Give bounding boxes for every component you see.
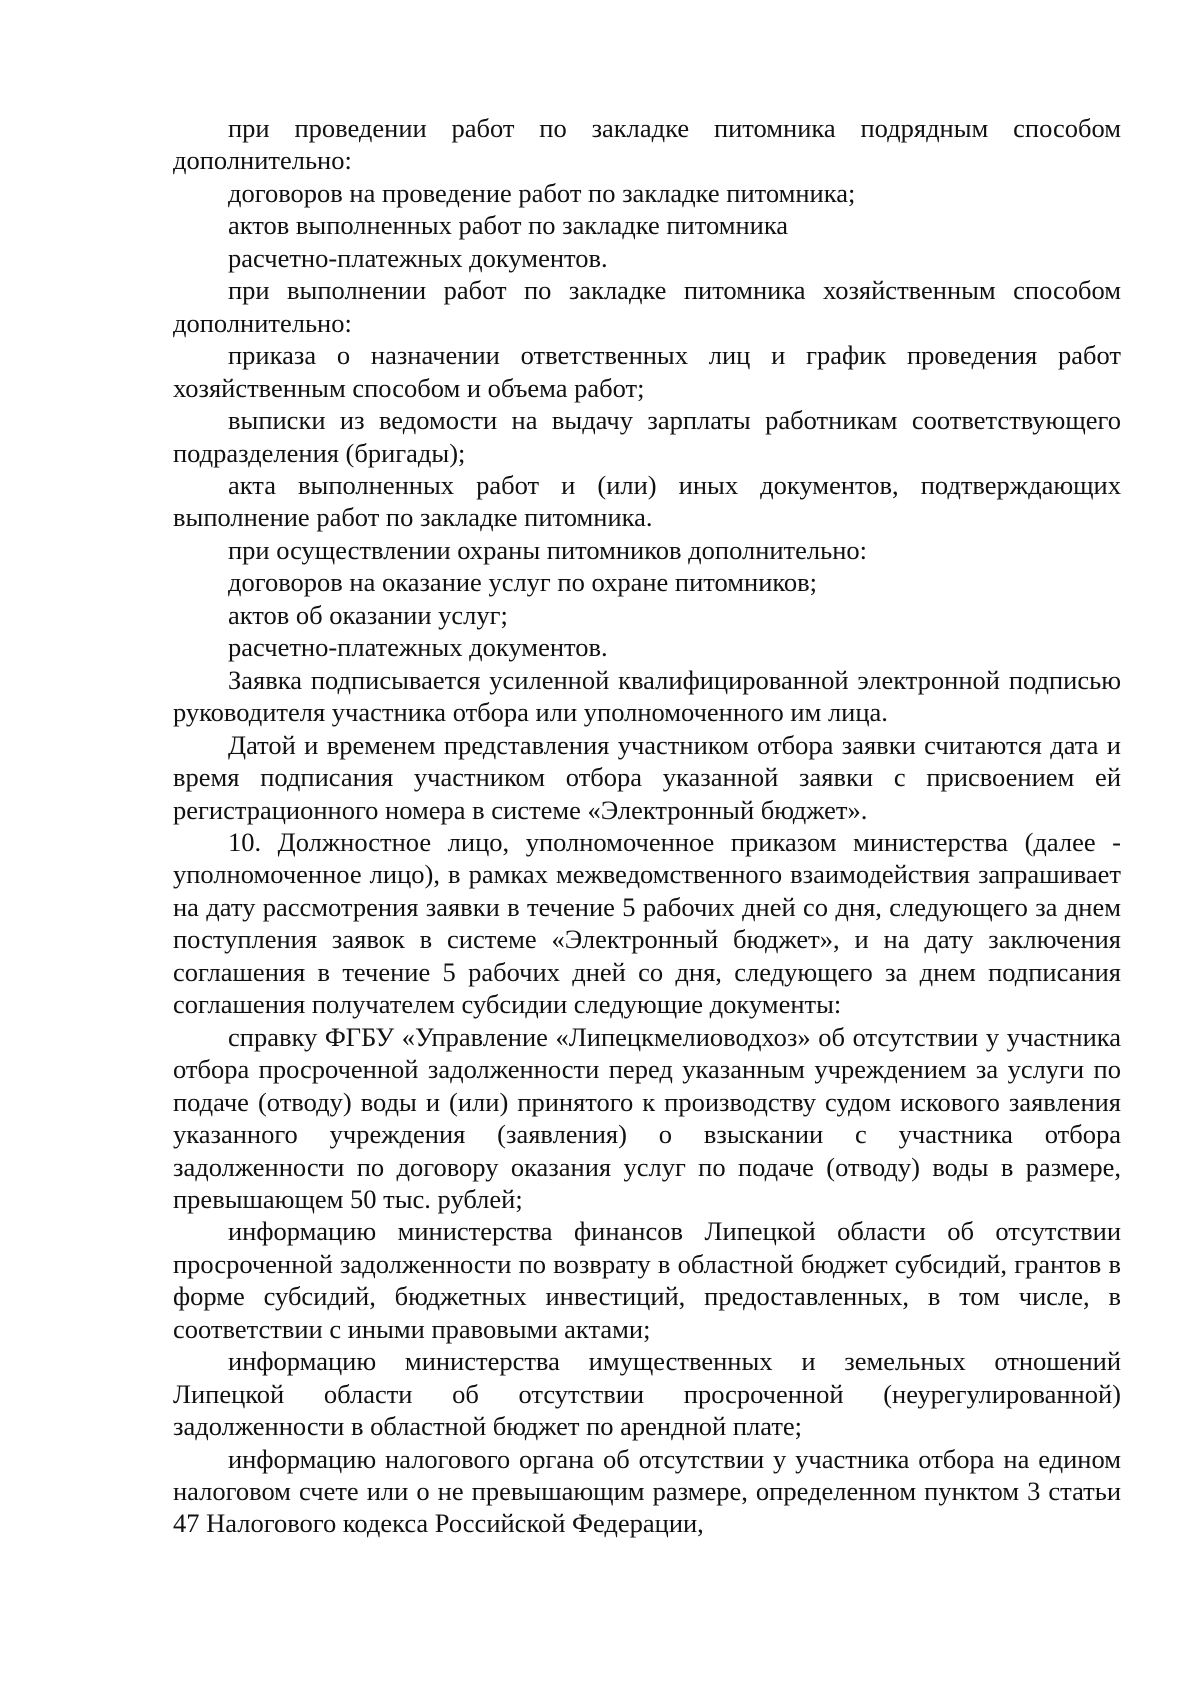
paragraph-payroll-extract: выписки из ведомости на выдачу зарплаты работникам соответствующего подразделения (бригады); <box>173 405 1121 468</box>
paragraph-item-10: 10. Должностное лицо, уполномоченное приказом министерства (далее - уполномоченное лицо), в рамках межведомственного взаимодействия запрашивает на дату рассмотрения заявки в течение 5 рабочих дней со дня, следующего за днем поступления заявок в системе «Электронный бюджет», и на дату заключения соглашения в течение 5 рабочих дней со дня, следующего за днем подписания соглашения получателем субсидии следующие документы: <box>173 826 1121 1020</box>
paragraph-payment-docs-2: расчетно-платежных документов. <box>228 632 608 663</box>
paragraph-submission-date: Датой и временем представления участником отбора заявки считаются дата и время подписания участником отбора указанной заявки с присвоением ей регистрационного номера в системе «Электронный бюджет». <box>173 729 1121 825</box>
paragraph-guarding-contracts: договоров на оказание услуг по охране питомников; <box>228 567 818 598</box>
paragraph-economic-method-intro: при выполнении работ по закладке питомника хозяйственным способом дополнительно: <box>173 275 1121 338</box>
paragraph-service-acts: актов об оказании услуг; <box>228 599 508 630</box>
paragraph-melioration-certificate: справку ФГБУ «Управление «Липецкмелиоводхоз» об отсутствии у участника отбора просроченной задолженности перед указанным учреждением за услуги по подаче (отводу) воды и (или) принятого к производству судом искового заявления указанного учреждения (заявления) о взыскании с участника отбора задолженности по договору оказания услуг по подаче (отводу) воды в размере, превышающем 50 тыс. рублей; <box>173 1021 1121 1214</box>
document-page <box>173 112 1121 1540</box>
paragraph-finance-ministry-info: информацию министерства финансов Липецкой области об отсутствии просроченной задолженности по возврату в областной бюджет субсидий, грантов в форме субсидий, бюджетных инвестиций, предоставленных, в том числе, в соответствии с иными правовыми актами; <box>173 1216 1121 1344</box>
paragraph-contracts-nursery: договоров на проведение работ по закладке питомника; <box>228 177 856 208</box>
paragraph-completion-act: акта выполненных работ и (или) иных документов, подтверждающих выполнение работ по закладке питомника. <box>173 469 1121 533</box>
paragraph-tax-authority-info: информацию налогового органа об отсутствии у участника отбора на едином налоговом счете или о не превышающим размере, определенном пунктом 3 статьи 47 Налогового кодекса Российской Федерации, <box>173 1443 1121 1539</box>
paragraph-payment-docs-1: расчетно-платежных документов. <box>228 242 608 273</box>
paragraph-contract-method-intro: при проведении работ по закладке питомника подрядным способом дополнительно: <box>173 113 1121 176</box>
paragraph-order-responsible: приказа о назначении ответственных лиц и график проведения работ хозяйственным способом и объема работ; <box>173 340 1121 403</box>
paragraph-guarding-intro: при осуществлении охраны питомников дополнительно: <box>228 534 868 565</box>
paragraph-property-ministry-info: информацию министерства имущественных и земельных отношений Липецкой области об отсутствии просроченной (неурегулированной) задолженности в областной бюджет по арендной плате; <box>173 1346 1121 1442</box>
paragraph-application-signature: Заявка подписывается усиленной квалифицированной электронной подписью руководителя участника отбора или уполномоченного им лица. <box>173 664 1121 728</box>
paragraph-acts-nursery: актов выполненных работ по закладке питомника <box>228 210 789 241</box>
